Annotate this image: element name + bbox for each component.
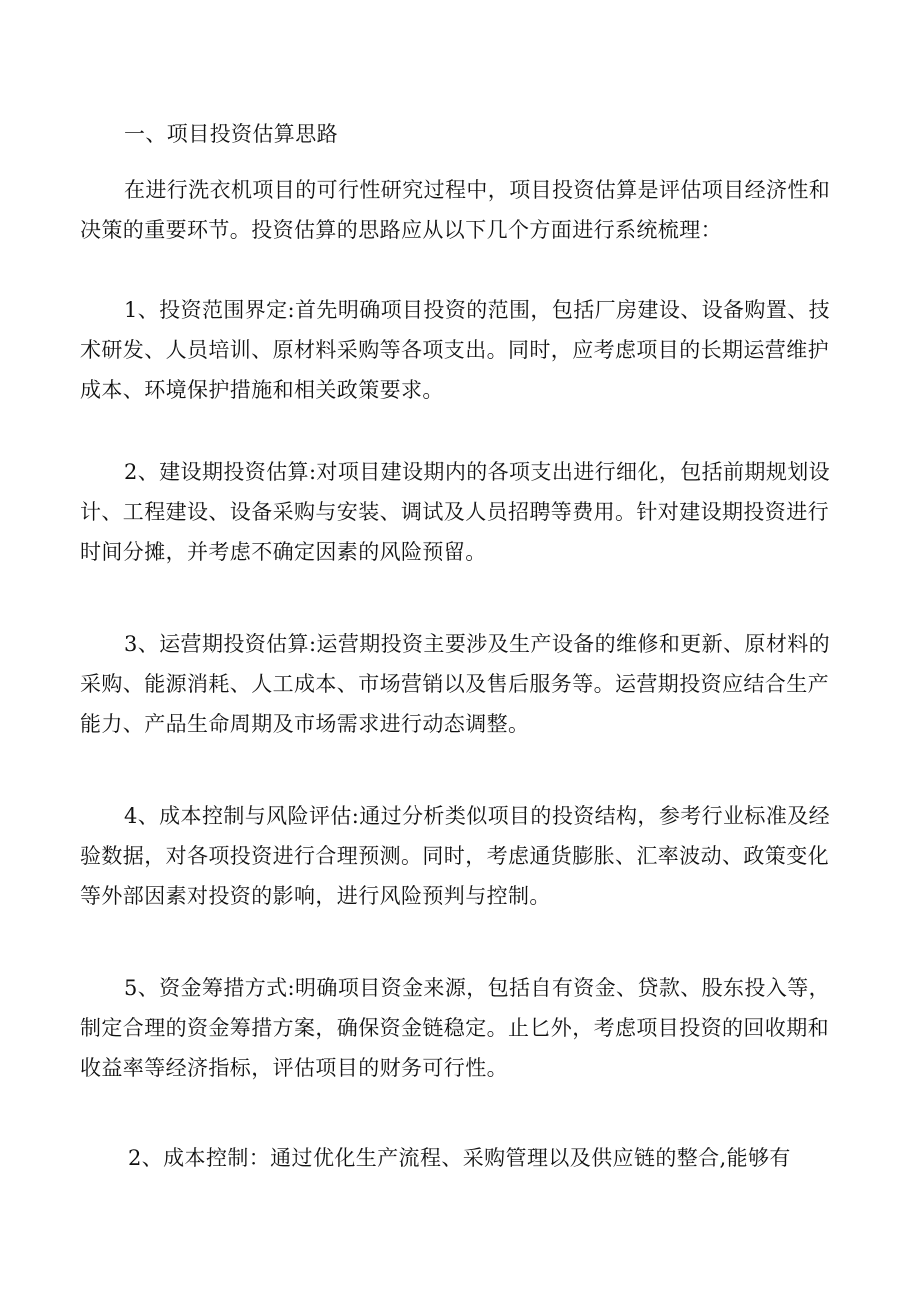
paragraph-intro: 在进行洗衣机项目的可行性研究过程中，项目投资估算是评估项目经济性和决策的重要环节。投资估算的思路应从以下几个方面进行系统梳理： [80, 178, 831, 242]
section-heading: 一、项目投资估算思路 [124, 122, 338, 146]
paragraph-investment-scope: 1、投资范围界定:首先明确项目投资的范围，包括厂房建设、设备购置、技术研发、人员培训、原材料采购等各项支出。同时，应考虑项目的长期运营维护成本、环境保护措施和相关政策要求。 [80, 298, 831, 402]
paragraph-operation-estimate: 3、运营期投资估算:运营期投资主要涉及生产设备的维修和更新、原材料的采购、能源消耗、人工成本、市场营销以及售后服务等。运营期投资应结合生产能力、产品生命周期及市场需求进行动态调整。 [80, 632, 831, 736]
paragraph-funding: 5、资金筹措方式:明确项目资金来源，包括自有资金、贷款、股东投入等，制定合理的资金筹措方案，确保资金链稳定。止匕外，考虑项目投资的回收期和收益率等经济指标，评估项目的财务可行性。 [80, 976, 831, 1080]
paragraph-cost-risk: 4、成本控制与风险评估:通过分析类似项目的投资结构，参考行业标准及经验数据，对各项投资进行合理预测。同时，考虑通货膨胀、汇率波动、政策变化等外部因素对投资的影响，进行风险预判与控制。 [80, 804, 831, 908]
paragraph-cost-control: 2、成本控制：通过优化生产流程、采购管理以及供应链的整合,能够有 [128, 1146, 791, 1170]
paragraph-construction-estimate: 2、建设期投资估算:对项目建设期内的各项支出进行细化，包括前期规划设计、工程建设、设备采购与安装、调试及人员招聘等费用。针对建设期投资进行时间分摊，并考虑不确定因素的风险预留。 [80, 460, 831, 564]
